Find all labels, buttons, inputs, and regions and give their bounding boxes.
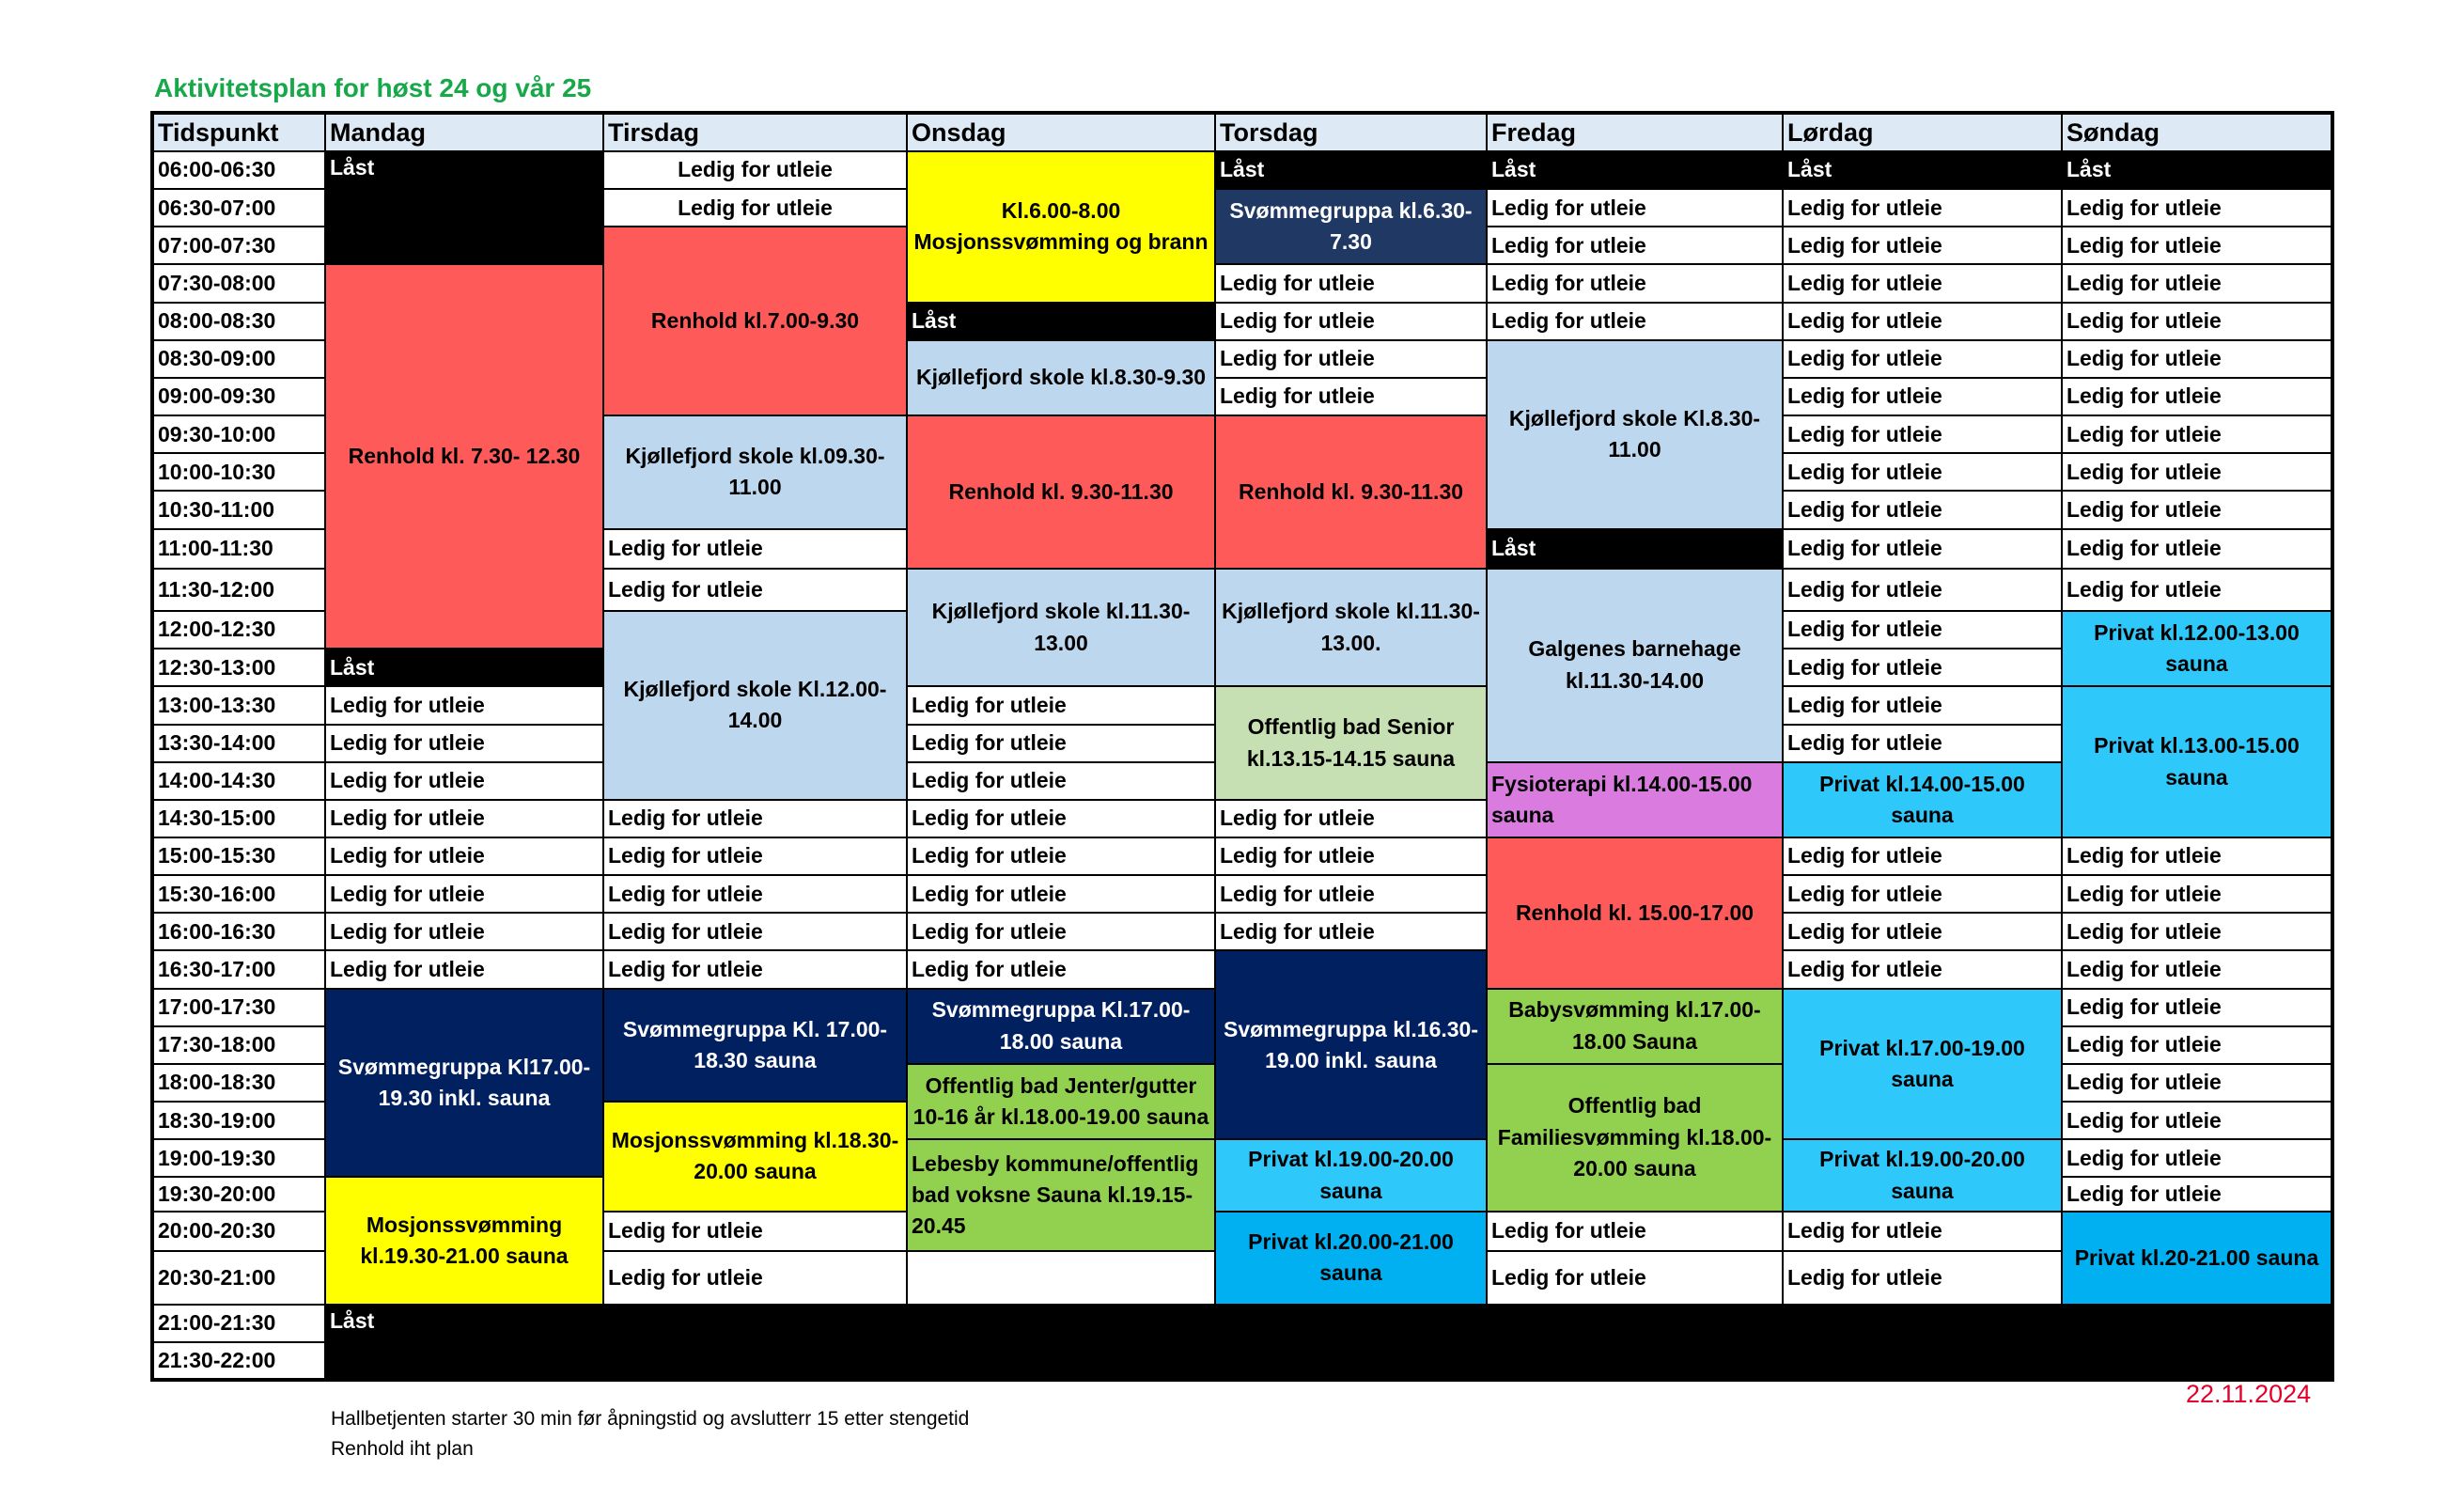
lordag-locked: Låst — [1783, 151, 2062, 189]
table-row — [152, 950, 2332, 988]
sondag-privat-midday: Privat kl.12.00-13.00 sauna — [2062, 611, 2332, 686]
slot-available: Ledig for utleie — [2062, 264, 2332, 302]
table-row — [152, 913, 2332, 950]
slot-available: Ledig for utleie — [1783, 950, 2062, 988]
slot-available: Ledig for utleie — [1487, 227, 1783, 264]
slot-available: Ledig for utleie — [2062, 1102, 2332, 1139]
slot-available: Ledig for utleie — [1783, 1212, 2062, 1251]
slot-available: Ledig for utleie — [2062, 227, 2332, 264]
slot-available: Ledig for utleie — [603, 950, 907, 988]
header-sondag: Søndag — [2062, 113, 2332, 151]
slot-available: Ledig for utleie — [603, 913, 907, 950]
header-mandag: Mandag — [325, 113, 603, 151]
time-cell: 15:00-15:30 — [152, 837, 325, 875]
slot-available: Ledig for utleie — [2062, 415, 2332, 453]
slot-available: Ledig for utleie — [1783, 340, 2062, 378]
slot-available: Ledig for utleie — [603, 837, 907, 875]
mandag-svommegruppa: Svømmegruppa Kl17.00-19.30 inkl. sauna — [325, 989, 603, 1178]
slot-available: Ledig for utleie — [1215, 875, 1487, 913]
time-cell: 07:00-07:30 — [152, 227, 325, 264]
header-tirsdag: Tirsdag — [603, 113, 907, 151]
slot-available: Ledig for utleie — [1783, 569, 2062, 611]
tirsdag-mosjonssvomming: Mosjonssvømming kl.18.30-20.00 sauna — [603, 1102, 907, 1212]
fredag-babysvomming: Babysvømming kl.17.00-18.00 Sauna — [1487, 989, 1783, 1064]
time-cell: 10:30-11:00 — [152, 491, 325, 528]
footnote-staff: Hallbetjenten starter 30 min før åpningstid og avslutterr 15 etter stengetid — [331, 1408, 970, 1430]
lordag-privat-evening: Privat kl.17.00-19.00 sauna — [1783, 989, 2062, 1140]
slot-available: Ledig for utleie — [1783, 686, 2062, 724]
slot-available: Ledig for utleie — [1783, 837, 2062, 875]
time-cell: 06:00-06:30 — [152, 151, 325, 189]
tirsdag-svommegruppa: Svømmegruppa Kl. 17.00-18.30 sauna — [603, 989, 907, 1102]
fredag-familiesvomming: Offentlig bad Familiesvømming kl.18.00-20.00 sauna — [1487, 1064, 1783, 1212]
torsdag-kjollefjord: Kjøllefjord skole kl.11.30-13.00. — [1215, 569, 1487, 687]
slot-available: Ledig for utleie — [1487, 264, 1783, 302]
slot-available: Ledig for utleie — [2062, 340, 2332, 378]
time-cell: 18:30-19:00 — [152, 1102, 325, 1139]
table-row — [152, 151, 2332, 189]
header-onsdag: Onsdag — [907, 113, 1215, 151]
time-cell: 12:30-13:00 — [152, 649, 325, 686]
slot-available: Ledig for utleie — [1783, 1251, 2062, 1305]
slot-available: Ledig for utleie — [1783, 491, 2062, 528]
slot-available: Ledig for utleie — [2062, 569, 2332, 611]
tirsdag-kjollefjord-midday: Kjøllefjord skole Kl.12.00-14.00 — [603, 611, 907, 800]
time-cell: 14:30-15:00 — [152, 800, 325, 837]
slot-available: Ledig for utleie — [603, 1251, 907, 1305]
time-cell: 13:30-14:00 — [152, 725, 325, 762]
fredag-locked: Låst — [1487, 151, 1783, 189]
fredag-fysioterapi: Fysioterapi kl.14.00-15.00 sauna — [1487, 762, 1783, 837]
slot-available: Ledig for utleie — [907, 837, 1215, 875]
sondag-privat-afternoon: Privat kl.13.00-15.00 sauna — [2062, 686, 2332, 837]
mandag-mosjonssvomming: Mosjonssvømming kl.19.30-21.00 sauna — [325, 1177, 603, 1304]
time-cell: 16:00-16:30 — [152, 913, 325, 950]
slot-available: Ledig for utleie — [2062, 453, 2332, 491]
slot-available: Ledig for utleie — [1215, 837, 1487, 875]
time-cell: 14:00-14:30 — [152, 762, 325, 800]
revision-date: 22.11.2024 — [2186, 1380, 2312, 1408]
slot-available: Ledig for utleie — [1783, 649, 2062, 686]
slot-available: Ledig for utleie — [907, 950, 1215, 988]
slot-available: Ledig for utleie — [325, 686, 603, 724]
slot-available: Ledig for utleie — [1783, 378, 2062, 415]
slot-available: Ledig for utleie — [1487, 1212, 1783, 1251]
slot-available: Ledig for utleie — [907, 725, 1215, 762]
slot-available: Ledig for utleie — [2062, 1177, 2332, 1211]
slot-available: Ledig for utleie — [1487, 1251, 1783, 1305]
time-cell: 17:00-17:30 — [152, 989, 325, 1026]
slot-available: Ledig for utleie — [2062, 950, 2332, 988]
slot-available: Ledig for utleie — [325, 800, 603, 837]
onsdag-svommegruppa: Svømmegruppa Kl.17.00-18.00 sauna — [907, 989, 1215, 1064]
slot-available: Ledig for utleie — [1783, 227, 2062, 264]
header-lordag: Lørdag — [1783, 113, 2062, 151]
fredag-locked: Låst — [1487, 529, 1783, 569]
mandag-renhold: Renhold kl. 7.30- 12.30 — [325, 264, 603, 649]
torsdag-svommegruppa-evening: Svømmegruppa kl.16.30-19.00 inkl. sauna — [1215, 950, 1487, 1139]
sondag-privat-late: Privat kl.20-21.00 sauna — [2062, 1212, 2332, 1305]
slot-available: Ledig for utleie — [1783, 264, 2062, 302]
torsdag-renhold: Renhold kl. 9.30-11.30 — [1215, 415, 1487, 569]
slot-available: Ledig for utleie — [1215, 303, 1487, 340]
onsdag-lebesby-offentlig-bad: Lebesby kommune/offentlig bad voksne Sauna kl.19.15-20.45 — [907, 1139, 1215, 1251]
torsdag-privat-late: Privat kl.20.00-21.00 sauna — [1215, 1212, 1487, 1305]
slot-available: Ledig for utleie — [1487, 189, 1783, 227]
table-row — [152, 1305, 2332, 1342]
torsdag-offentlig-bad-senior: Offentlig bad Senior kl.13.15-14.15 sauna — [1215, 686, 1487, 799]
time-cell: 12:00-12:30 — [152, 611, 325, 649]
slot-available: Ledig for utleie — [1215, 800, 1487, 837]
torsdag-svommegruppa-morning: Svømmegruppa kl.6.30-7.30 — [1215, 189, 1487, 264]
torsdag-locked: Låst — [1215, 151, 1487, 189]
time-cell: 17:30-18:00 — [152, 1026, 325, 1064]
fredag-kjollefjord: Kjøllefjord skole Kl.8.30-11.00 — [1487, 340, 1783, 529]
time-cell: 20:00-20:30 — [152, 1212, 325, 1251]
slot-available: Ledig for utleie — [2062, 491, 2332, 528]
slot-available: Ledig for utleie — [603, 875, 907, 913]
slot-available: Ledig for utleie — [1783, 725, 2062, 762]
slot-available: Ledig for utleie — [325, 913, 603, 950]
slot-available: Ledig for utleie — [907, 913, 1215, 950]
slot-available: Ledig for utleie — [2062, 837, 2332, 875]
time-cell: 21:30-22:00 — [152, 1342, 325, 1380]
slot-available: Ledig for utleie — [603, 189, 907, 227]
page-title: Aktivitetsplan for høst 24 og vår 25 — [154, 73, 592, 102]
time-cell: 13:00-13:30 — [152, 686, 325, 724]
slot-available: Ledig for utleie — [603, 569, 907, 611]
slot-available: Ledig for utleie — [1783, 913, 2062, 950]
slot-available: Ledig for utleie — [1215, 378, 1487, 415]
slot-available: Ledig for utleie — [1783, 875, 2062, 913]
onsdag-locked: Låst — [907, 303, 1215, 340]
slot-available: Ledig for utleie — [1215, 340, 1487, 378]
time-cell: 07:30-08:00 — [152, 264, 325, 302]
slot-available: Ledig for utleie — [603, 800, 907, 837]
slot-available: Ledig for utleie — [1783, 529, 2062, 569]
header-torsdag: Torsdag — [1215, 113, 1487, 151]
table-row — [152, 837, 2332, 875]
slot-available: Ledig for utleie — [907, 686, 1215, 724]
slot-available: Ledig for utleie — [325, 875, 603, 913]
slot-available: Ledig for utleie — [2062, 189, 2332, 227]
table-row — [152, 686, 2332, 724]
time-cell: 11:00-11:30 — [152, 529, 325, 569]
slot-available: Ledig for utleie — [2062, 1026, 2332, 1064]
slot-available: Ledig for utleie — [1783, 303, 2062, 340]
mandag-locked: Låst — [325, 151, 603, 264]
time-cell: 08:00-08:30 — [152, 303, 325, 340]
onsdag-empty-slot — [907, 1251, 1215, 1305]
slot-available: Ledig for utleie — [2062, 989, 2332, 1026]
slot-available: Ledig for utleie — [2062, 303, 2332, 340]
time-cell: 16:30-17:00 — [152, 950, 325, 988]
time-cell: 10:00-10:30 — [152, 453, 325, 491]
torsdag-privat-evening: Privat kl.19.00-20.00 sauna — [1215, 1139, 1487, 1212]
slot-available: Ledig for utleie — [2062, 1064, 2332, 1102]
sondag-locked: Låst — [2062, 151, 2332, 189]
slot-available: Ledig for utleie — [907, 762, 1215, 800]
slot-available: Ledig for utleie — [907, 875, 1215, 913]
tirsdag-renhold: Renhold kl.7.00-9.30 — [603, 227, 907, 415]
onsdag-offentlig-bad-ungdom: Offentlig bad Jenter/gutter 10-16 år kl.18.00-19.00 sauna — [907, 1064, 1215, 1139]
time-cell: 15:30-16:00 — [152, 875, 325, 913]
slot-available: Ledig for utleie — [2062, 875, 2332, 913]
header-fredag: Fredag — [1487, 113, 1783, 151]
time-cell: 21:00-21:30 — [152, 1305, 325, 1342]
onsdag-kjollefjord-midday: Kjøllefjord skole kl.11.30-13.00 — [907, 569, 1215, 687]
slot-available: Ledig for utleie — [2062, 913, 2332, 950]
time-cell: 20:30-21:00 — [152, 1251, 325, 1305]
slot-available: Ledig for utleie — [1215, 913, 1487, 950]
fredag-galgenes-barnehage: Galgenes barnehage kl.11.30-14.00 — [1487, 569, 1783, 762]
time-cell: 09:30-10:00 — [152, 415, 325, 453]
footnote-cleaning: Renhold iht plan — [331, 1438, 474, 1460]
lordag-privat-late: Privat kl.19.00-20.00 sauna — [1783, 1139, 2062, 1212]
slot-available: Ledig for utleie — [603, 151, 907, 189]
slot-available: Ledig for utleie — [1783, 189, 2062, 227]
slot-available: Ledig for utleie — [1783, 611, 2062, 649]
time-cell: 11:30-12:00 — [152, 569, 325, 611]
time-cell: 06:30-07:00 — [152, 189, 325, 227]
slot-available: Ledig for utleie — [325, 950, 603, 988]
time-cell: 18:00-18:30 — [152, 1064, 325, 1102]
onsdag-kjollefjord-morning: Kjøllefjord skole kl.8.30-9.30 — [907, 340, 1215, 415]
slot-available: Ledig for utleie — [325, 725, 603, 762]
table-row — [152, 264, 2332, 302]
time-cell: 09:00-09:30 — [152, 378, 325, 415]
tirsdag-kjollefjord-morning: Kjøllefjord skole kl.09.30-11.00 — [603, 415, 907, 528]
slot-available: Ledig for utleie — [325, 837, 603, 875]
header-tidspunkt: Tidspunkt — [152, 113, 325, 151]
mandag-locked: Låst — [325, 649, 603, 686]
slot-available: Ledig for utleie — [1487, 303, 1783, 340]
table-row — [152, 875, 2332, 913]
header-row — [152, 113, 2332, 151]
slot-available: Ledig for utleie — [1215, 264, 1487, 302]
time-cell: 08:30-09:00 — [152, 340, 325, 378]
fredag-renhold: Renhold kl. 15.00-17.00 — [1487, 837, 1783, 989]
slot-available: Ledig for utleie — [1783, 453, 2062, 491]
slot-available: Ledig for utleie — [2062, 378, 2332, 415]
onsdag-mosjon: Kl.6.00-8.00 Mosjonssvømming og brann — [907, 151, 1215, 303]
slot-available: Ledig for utleie — [1783, 415, 2062, 453]
time-cell: 19:00-19:30 — [152, 1139, 325, 1177]
lordag-privat-afternoon: Privat kl.14.00-15.00 sauna — [1783, 762, 2062, 837]
closed-evening: Låst — [325, 1305, 2332, 1380]
activity-schedule-table — [150, 111, 2334, 1382]
slot-available: Ledig for utleie — [2062, 529, 2332, 569]
slot-available: Ledig for utleie — [325, 762, 603, 800]
slot-available: Ledig for utleie — [603, 1212, 907, 1251]
onsdag-renhold: Renhold kl. 9.30-11.30 — [907, 415, 1215, 569]
slot-available: Ledig for utleie — [907, 800, 1215, 837]
time-cell: 19:30-20:00 — [152, 1177, 325, 1211]
slot-available: Ledig for utleie — [603, 529, 907, 569]
slot-available: Ledig for utleie — [2062, 1139, 2332, 1177]
